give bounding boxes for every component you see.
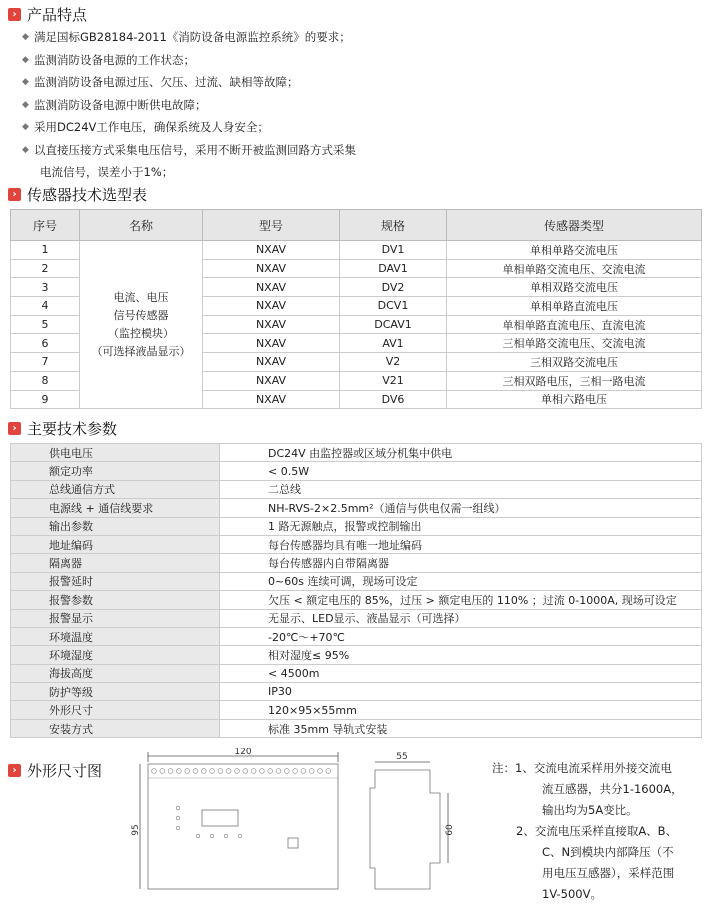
param-key: 供电电压 — [11, 444, 220, 462]
cell-no: 1 — [11, 241, 80, 260]
terminal-hole — [210, 769, 215, 774]
table-row — [11, 609, 702, 627]
table-row — [11, 444, 702, 462]
param-key: 报警显示 — [11, 609, 220, 627]
depth-label: 55 — [396, 752, 408, 762]
terminal-hole — [218, 769, 223, 774]
cell-spec: V21 — [340, 371, 447, 390]
terminal-hole — [284, 769, 289, 774]
table-row — [11, 701, 702, 719]
table-header-row — [11, 210, 702, 241]
terminal-hole — [201, 769, 206, 774]
table-row — [11, 241, 702, 260]
section-title-selection: › 传感器技术选型表 — [8, 184, 147, 204]
table-row — [11, 480, 702, 498]
cell-no: 9 — [11, 390, 80, 409]
terminal-hole — [185, 769, 190, 774]
param-value: 相对湿度≤ 95% — [220, 646, 702, 664]
param-value: 每台传感器内自带隔离器 — [220, 554, 702, 572]
list-item: ◆ 监测消防设备电源过压、欠压、过流、缺相等故障； — [22, 71, 702, 94]
param-key: 报警延时 — [11, 572, 220, 590]
cell-spec: DV6 — [340, 390, 447, 409]
bullet-icon: ◆ — [22, 144, 29, 155]
param-key: 地址编码 — [11, 535, 220, 553]
table-row — [11, 683, 702, 701]
terminal-hole — [243, 769, 248, 774]
terminal-hole — [268, 769, 273, 774]
cell-model: NXAV — [203, 353, 340, 372]
col-header: 规格 — [340, 210, 447, 241]
terminal-hole — [293, 769, 298, 774]
param-key: 环境湿度 — [11, 646, 220, 664]
param-key: 电源线 + 通信线要求 — [11, 499, 220, 517]
cell-no: 6 — [11, 334, 80, 353]
cell-model: NXAV — [203, 297, 340, 316]
cell-type: 单相双路交流电压 — [447, 278, 702, 297]
param-key: 隔离器 — [11, 554, 220, 572]
col-header: 传感器类型 — [447, 210, 702, 241]
bullet-icon: ◆ — [22, 122, 29, 132]
param-value: 二总线 — [220, 480, 702, 498]
rail-label: 60 — [445, 824, 455, 836]
param-key: 防护等级 — [11, 683, 220, 701]
display-window — [202, 810, 238, 826]
param-value: 每台传感器均具有唯一地址编码 — [220, 535, 702, 553]
cell-spec: AV1 — [340, 334, 447, 353]
cell-spec: DV1 — [340, 241, 447, 260]
cell-no: 4 — [11, 297, 80, 316]
device-side-outline — [370, 770, 440, 889]
cell-type: 三相双路交流电压 — [447, 353, 702, 372]
param-value: 无显示、LED显示、液晶显示（可选择） — [220, 609, 702, 627]
table-row — [11, 646, 702, 664]
list-item: ◆ 采用DC24V工作电压，确保系统及人身安全； — [22, 116, 702, 139]
cell-model: NXAV — [203, 390, 340, 409]
col-header: 名称 — [80, 210, 203, 241]
chevron-right-icon: › — [8, 188, 21, 201]
bullet-icon: ◆ — [22, 32, 29, 42]
terminal-hole — [177, 769, 182, 774]
cell-type: 单相单路直流电压、直流电流 — [447, 315, 702, 334]
param-value: 标准 35mm 导轨式安装 — [220, 719, 702, 737]
device-front-outline — [148, 764, 338, 889]
cell-no: 3 — [11, 278, 80, 297]
params-table — [10, 443, 702, 738]
param-key: 海拔高度 — [11, 664, 220, 682]
param-value: 欠压 < 额定电压的 85%，过压 > 额定电压的 110% ；过流 0-1000A, 现场可设定 — [220, 591, 702, 609]
param-value: NH-RVS-2×2.5mm²（通信与供电仅需一组线） — [220, 499, 702, 517]
terminal-hole — [251, 769, 256, 774]
list-item: ◆ 以直接压接方式采集电压信号，采用不断开被监测回路方式采集 — [22, 139, 702, 162]
param-value: IP30 — [220, 683, 702, 701]
list-item-continuation: 电流信号，误差小于1%； — [40, 165, 174, 179]
param-value: 1 路无源触点，报警或控制输出 — [220, 517, 702, 535]
terminal-hole — [152, 769, 157, 774]
terminal-hole — [276, 769, 281, 774]
param-key: 输出参数 — [11, 517, 220, 535]
param-key: 额定功率 — [11, 462, 220, 480]
table-row — [11, 719, 702, 737]
param-value: DC24V 由监控器或区域分机集中供电 — [220, 444, 702, 462]
cell-type: 单相单路直流电压 — [447, 297, 702, 316]
param-key: 环境温度 — [11, 627, 220, 645]
chevron-right-icon: › — [8, 764, 21, 777]
table-row — [11, 591, 702, 609]
table-row — [11, 535, 702, 553]
section-title-dimensions: › 外形尺寸图 — [8, 760, 102, 780]
cell-model: NXAV — [203, 259, 340, 278]
table-row — [11, 499, 702, 517]
list-item: ◆ 监测消防设备电源中断供电故障； — [22, 94, 702, 117]
terminal-hole — [309, 769, 314, 774]
table-row — [11, 554, 702, 572]
cell-model: NXAV — [203, 334, 340, 353]
cell-model: NXAV — [203, 315, 340, 334]
section-title-features: › 产品特点 — [8, 4, 87, 24]
terminal-hole — [168, 769, 173, 774]
terminal-hole — [326, 769, 331, 774]
width-label: 120 — [234, 748, 252, 757]
height-label: 95 — [131, 824, 141, 836]
cell-spec: DCAV1 — [340, 315, 447, 334]
col-header: 序号 — [11, 210, 80, 241]
terminal-hole — [318, 769, 323, 774]
terminal-hole — [160, 769, 165, 774]
section-title-params: › 主要技术参数 — [8, 418, 117, 438]
chevron-right-icon: › — [8, 422, 21, 435]
chevron-right-icon: › — [8, 8, 21, 21]
selection-table — [10, 209, 702, 409]
terminal-hole — [301, 769, 306, 774]
table-row — [11, 517, 702, 535]
terminal-hole — [226, 769, 231, 774]
table-row — [11, 462, 702, 480]
param-key: 安装方式 — [11, 719, 220, 737]
cell-spec: DAV1 — [340, 259, 447, 278]
bullet-icon: ◆ — [22, 77, 29, 87]
param-value: 0~60s 连续可调，现场可设定 — [220, 572, 702, 590]
cell-name: 电流、电压 信号传感器 （监控模块） （可选择液晶显示） — [80, 241, 203, 409]
bullet-icon: ◆ — [22, 99, 29, 110]
cell-no: 5 — [11, 315, 80, 334]
dimension-drawing — [130, 748, 480, 892]
param-key: 总线通信方式 — [11, 480, 220, 498]
terminal-hole — [235, 769, 240, 774]
col-header: 型号 — [203, 210, 340, 241]
param-key: 报警参数 — [11, 591, 220, 609]
cell-no: 8 — [11, 371, 80, 390]
cell-no: 2 — [11, 259, 80, 278]
cell-type: 单相单路交流电压、交流电流 — [447, 259, 702, 278]
param-value: < 0.5W — [220, 462, 702, 480]
bullet-icon: ◆ — [22, 54, 29, 65]
list-item: ◆ 监测消防设备电源的工作状态； — [22, 49, 702, 72]
list-item: ◆ 满足国标GB28184-2011《消防设备电源监控系统》的要求； — [22, 26, 702, 49]
notes: 注：1、交流电流采样用外接交流电 流互感器，共分1-1600A， 输出均为5A变比。 2、交流电压采样直接取A、B、 C、N到模块内部降压（不 用电压互感器），采样范围 1V-500V。 — [492, 761, 683, 901]
terminal-hole — [193, 769, 198, 774]
cell-spec: V2 — [340, 353, 447, 372]
cell-spec: DCV1 — [340, 297, 447, 316]
param-value: < 4500m — [220, 664, 702, 682]
table-row — [11, 627, 702, 645]
cell-type: 单相六路电压 — [447, 390, 702, 409]
cell-model: NXAV — [203, 241, 340, 260]
param-value: -20℃～+70℃ — [220, 627, 702, 645]
cell-type: 三相单路交流电压、交流电流 — [447, 334, 702, 353]
feature-list — [22, 26, 702, 184]
cell-model: NXAV — [203, 371, 340, 390]
cell-spec: DV2 — [340, 278, 447, 297]
terminal-hole — [260, 769, 265, 774]
cell-model: NXAV — [203, 278, 340, 297]
param-key: 外形尺寸 — [11, 701, 220, 719]
cell-type: 单相单路交流电压 — [447, 241, 702, 260]
cell-no: 7 — [11, 353, 80, 372]
table-row — [11, 572, 702, 590]
cell-type: 三相双路电压，三相一路电流 — [447, 371, 702, 390]
param-value: 120×95×55mm — [220, 701, 702, 719]
table-row — [11, 664, 702, 682]
